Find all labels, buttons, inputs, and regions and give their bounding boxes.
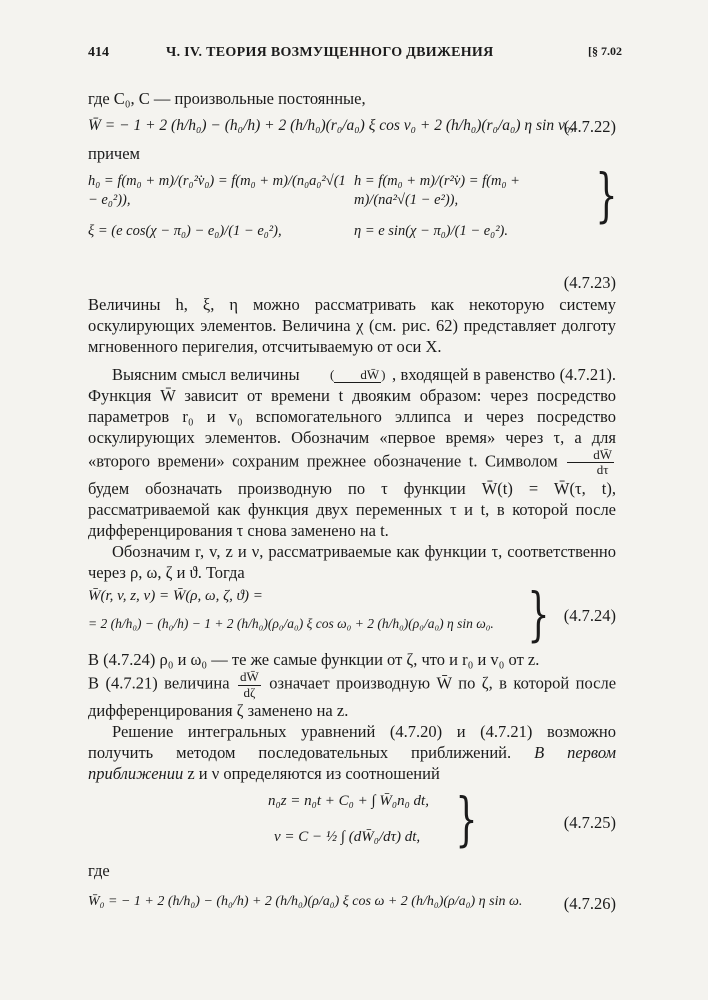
equation-4-7-23-h0: h₀ = f(m₀ + m)/(r₀²v̇₀) = f(m₀ + m)/(n₀a₀²√(1 − e₀²)), <box>88 173 346 208</box>
paragraph-notation: Обозначим r, v, z и ν, рассматриваемые как функции τ, соответственно через ρ, ω, ζ и ϑ. Тогда <box>88 541 616 583</box>
equation-number: (4.7.23) <box>563 273 616 293</box>
equation-4-7-22 <box>88 111 616 141</box>
equation-4-7-23-xi: ξ = (e cos(χ − π₀) − e₀)/(1 − e₀²), <box>88 223 282 240</box>
text-fragment: Выясним смысл величины <box>112 364 300 384</box>
fraction-dW-dzeta: ( dW̄ ) <box>330 367 386 383</box>
equation-4-7-23-eta: η = e sin(χ − π₀)/(1 − e₀²). <box>354 223 509 240</box>
paragraph-derivative-meaning <box>88 670 616 721</box>
running-title: Ч. IV. ТЕОРИЯ ВОЗМУЩЕННОГО ДВИЖЕНИЯ <box>166 45 494 60</box>
equation-4-7-24-line1: W̄(r, v, z, ν) = W̄(ρ, ω, ζ, ϑ) = <box>88 588 263 605</box>
equation-4-7-24 <box>88 580 616 649</box>
right-brace: } <box>527 580 550 649</box>
equation-4-7-26 <box>88 887 616 921</box>
paragraph-solution <box>88 721 616 784</box>
fraction-denominator: dτ <box>596 462 609 478</box>
equation-4-7-25-line1: n₀z = n₀t + C₀ + ∫ W̄₀n₀ dt, <box>268 793 429 810</box>
text-fragment: означает производную W̄ по ζ, в которой после дифференцирования ζ заменено на z. <box>88 673 617 720</box>
right-brace: } <box>455 785 478 854</box>
equation-4-7-23-h: h = f(m₀ + m)/(r²v̇) = f(m₀ + m)/(na²√(1 − e²)), <box>354 173 520 208</box>
paragraph-meaning-derivative <box>88 364 616 541</box>
section-number: [§ 7.02 <box>588 44 622 58</box>
fraction-numerator: dW̄ <box>240 669 259 685</box>
book-page <box>88 44 622 921</box>
fraction-numerator: dW̄ <box>334 368 381 383</box>
paragraph-prichem: причем <box>88 144 140 164</box>
paragraph-where: где <box>88 861 110 881</box>
text-fragment: В (4.7.21) величина <box>88 673 230 693</box>
paragraph-osculating-elements: Величины h, ξ, η можно рассматривать как некоторую систему оскулирующих элементов. Величина χ (см. рис. 62) представляет долготу мгновенного перигелия, отсчитываемую от оси X. <box>88 295 616 357</box>
text-fragment: , входящей в равенство (4.7.21). Функция W̄ зависит от времени t двояким образом: через посредство параметров r₀ и v₀ вспомогательного эллипса и через посредство оскулирующих элементов. Обозначим «первое время» через τ, а для «второго времени» сохраним прежнее обозначение t. Символом <box>88 364 617 471</box>
paragraph-constants: где C₀, C — произвольные постоянные, <box>88 89 366 108</box>
equation-4-7-26-body: W̄₀ = − 1 + 2 (h/h₀) − (h₀/h) + 2 (h/h₀)(ρ/a₀) ξ cos ω + 2 (h/h₀)(ρ/a₀) η sin ω. <box>88 894 523 910</box>
equation-4-7-22-body: W̄ = − 1 + 2 (h/h₀) − (h₀/h) + 2 (h/h₀)(r₀/a₀) ξ cos v₀ + 2 (h/h₀)(r₀/a₀) η sin v₀, <box>88 117 575 135</box>
running-header <box>88 44 622 66</box>
text-fragment: z и ν определяются из соотношений <box>187 764 440 784</box>
italic-first-approximation: В первом приближении <box>88 743 617 784</box>
equation-4-7-25 <box>88 784 616 860</box>
page-number: 414 <box>88 45 109 60</box>
equation-4-7-24-line2: = 2 (h/h₀) − (h₀/h) − 1 + 2 (h/h₀)(ρ₀/a₀) ξ cos ω₀ + 2 (h/h₀)(ρ₀/a₀) η sin ω₀. <box>88 616 494 632</box>
equation-number: (4.7.25) <box>563 813 616 833</box>
fraction-dW-dzeta-2 <box>238 670 261 700</box>
equation-4-7-25-line2: ν = C − ½ ∫ (dW̄₀/dτ) dt, <box>274 829 421 846</box>
fraction-numerator: dW̄ <box>567 448 614 463</box>
text-fragment: Решение интегральных уравнений (4.7.20) и (4.7.21) возможно получить методом последовательных приближений. <box>88 721 616 763</box>
equation-4-7-23 <box>88 161 618 272</box>
paragraph-rho-omega: В (4.7.24) ρ₀ и ω₀ — те же самые функции от ζ, что и r₀ и v₀ от z. <box>88 650 540 670</box>
equation-number: (4.7.26) <box>563 894 616 914</box>
right-brace: } <box>595 161 618 230</box>
fraction-denominator: dζ <box>243 684 256 700</box>
equation-4-7-23-number-row <box>88 272 616 294</box>
equation-number: (4.7.22) <box>563 117 616 137</box>
fraction-dW-dtau <box>567 448 614 478</box>
text-fragment: будем обозначать производную по τ функции W̄(t) = W̄(τ, t), рассматриваемой как функция двух переменных τ и t, в которой после дифференцирования τ снова заменено на t. <box>88 478 616 540</box>
equation-number: (4.7.24) <box>563 606 616 626</box>
